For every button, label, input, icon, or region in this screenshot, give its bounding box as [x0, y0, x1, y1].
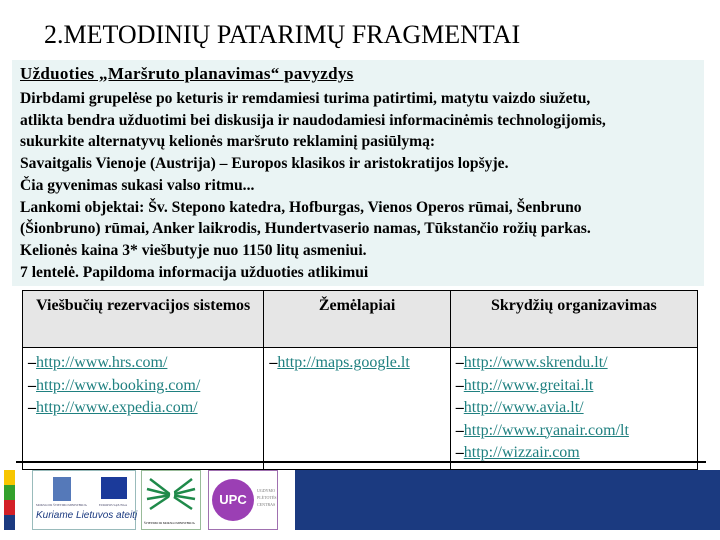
bullet: – — [28, 354, 36, 371]
url-link[interactable]: http://www.hrs.com/ — [36, 354, 168, 371]
column-header: Skrydžių organizavimas — [450, 291, 697, 348]
column-header: Žemėlapiai — [264, 291, 450, 348]
info-table — [22, 290, 698, 470]
task-line: sukurkite alternatyvų kelionės maršruto reklaminį pasiūlymą: — [20, 133, 436, 151]
url-link[interactable]: http://www.avia.lt/ — [463, 399, 584, 416]
task-line: Lankomi objektai: Šv. Stepono katedra, Hofburgas, Vienos Operos rūmai, Šenbruno — [20, 198, 582, 216]
task-line: 7 lentelė. Papildoma informacija užduoties atlikimui — [20, 263, 369, 281]
link-item — [456, 397, 692, 420]
task-line: Savaitgalis Vienoje (Austrija) – Europos klasikos ir aristokratijos lopšyje. — [20, 155, 509, 173]
page-title: 2.METODINIŲ PATARIMŲ FRAGMENTAI — [44, 20, 521, 49]
banner — [295, 470, 720, 530]
ministry-logo — [141, 470, 201, 530]
upc-logo — [208, 470, 278, 530]
logo-caption: MOKSLO IR ŠVIETIMO MINISTERIJA — [36, 503, 87, 507]
eu-project-logo — [32, 470, 136, 530]
map-icon — [53, 477, 71, 501]
logo-slogan: Kuriame Lietuvos ateitį — [36, 510, 138, 521]
table-cell — [450, 348, 697, 470]
bullet: – — [28, 376, 36, 394]
link-item — [28, 375, 258, 398]
task-box — [12, 60, 704, 286]
url-link[interactable]: http://wizzair.com — [463, 444, 580, 461]
url-link[interactable]: http://www.expedia.com/ — [36, 399, 198, 416]
link-item — [456, 352, 692, 375]
link-item — [28, 352, 258, 375]
task-text — [20, 88, 704, 283]
bullet: – — [269, 354, 278, 371]
task-line: Kelionės kaina 3* viešbutyje nuo 1150 litų asmeniui. — [20, 241, 367, 259]
url-link[interactable]: http://www.ryanair.com/lt — [463, 421, 629, 439]
lithuanian-flag-icon — [4, 470, 15, 530]
eu-flag-icon — [101, 477, 127, 499]
divider — [16, 461, 706, 463]
logo-caption: ŠVIETIMO IR MOKSLO MINISTERIJA — [144, 521, 195, 525]
logo-caption: UGDYMO PLĖTOTĖS CENTRAS — [257, 488, 277, 507]
url-link[interactable]: http://www.greitai.lt — [463, 376, 594, 394]
task-heading: Užduoties „Maršruto planavimas“ pavyzdys — [20, 64, 354, 83]
task-line: Dirbdami grupelėse po keturis ir remdamiesi turima patirtimi, matytu vaizdo siužetu, — [20, 90, 591, 107]
bullet: – — [455, 354, 464, 371]
bullet: – — [455, 376, 464, 394]
bullet: – — [455, 399, 464, 416]
link-item — [28, 397, 258, 420]
bullet: – — [28, 399, 36, 416]
link-item — [456, 375, 692, 398]
ministry-emblem-icon — [142, 471, 200, 519]
bullet: – — [455, 421, 464, 439]
upc-mark-icon: UPC — [212, 479, 254, 521]
table-cell — [23, 348, 264, 470]
url-link[interactable]: http://www.booking.com/ — [36, 376, 201, 394]
link-item — [269, 352, 444, 375]
task-line: Čia gyvenimas sukasi valso ritmu... — [20, 176, 255, 194]
bullet: – — [455, 444, 464, 461]
url-link[interactable]: http://www.skrendu.lt/ — [463, 354, 608, 371]
url-link[interactable]: http://maps.google.lt — [277, 354, 410, 371]
task-line: (Šionbruno) rūmai, Anker laikrodis, Hundertvaserio namas, Tūkstančio rožių parkas. — [20, 220, 591, 238]
column-header: Viešbučių rezervacijos sistemos — [23, 291, 264, 348]
task-line: atlikta bendra užduotimi bei diskusija ir naudodamiesi informacinėmis technologijomis, — [20, 111, 606, 129]
table-cell — [264, 348, 450, 470]
logo-caption: EUROPOS SĄJUNGA — [99, 503, 128, 507]
link-item — [456, 420, 692, 443]
